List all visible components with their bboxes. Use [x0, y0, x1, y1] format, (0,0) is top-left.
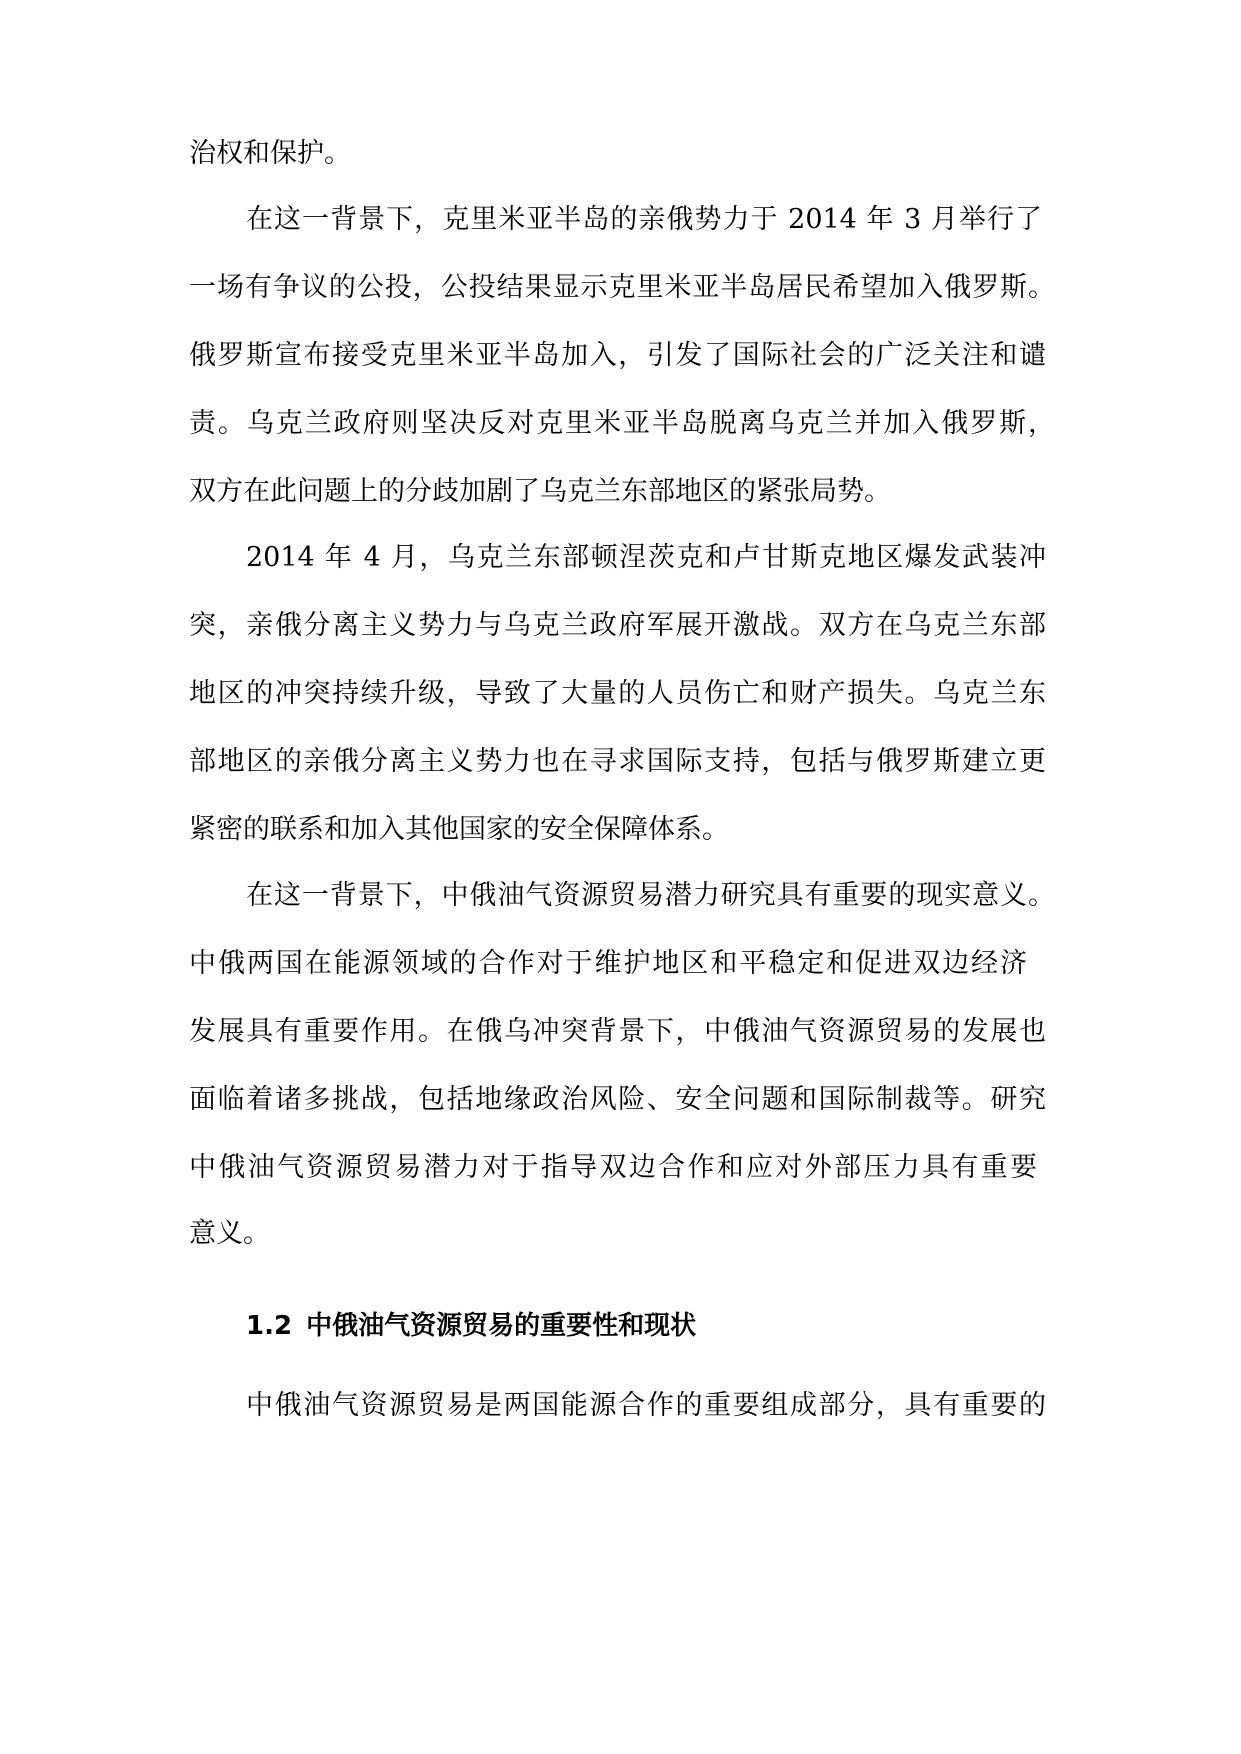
paragraph-line: 中俄油气资源贸易潜力对于指导双边合作和应对外部压力具有重要: [189, 1152, 1037, 1183]
paragraph-line: 中俄油气资源贸易是两国能源合作的重要组成部分，具有重要的: [246, 1390, 1046, 1421]
paragraph-line: 俄罗斯宣布接受克里米亚半岛加入，引发了国际社会的广泛关注和谴: [189, 340, 1046, 371]
paragraph-line: 在这一背景下，克里米亚半岛的亲俄势力于 2014 年 3 月举行了: [246, 204, 1042, 235]
paragraph-line: 紧密的联系和加入其他国家的安全保障体系。: [189, 814, 729, 845]
section-number: 1.2: [246, 1311, 293, 1341]
section-title: 中俄油气资源贸易的重要性和现状: [306, 1311, 697, 1341]
paragraph-line: 中俄两国在能源领域的合作对于维护地区和平稳定和促进双边经济: [189, 948, 1027, 979]
paragraph-line: 一场有争议的公投，公投结果显示克里米亚半岛居民希望加入俄罗斯。: [189, 272, 1055, 303]
paragraph-line: 部地区的亲俄分离主义势力也在寻求国际支持，包括与俄罗斯建立更: [189, 746, 1046, 777]
paragraph-line: 治权和保护。: [189, 138, 351, 169]
paragraph-line: 面临着诸多挑战，包括地缘政治风险、安全问题和国际制裁等。研究: [189, 1084, 1046, 1115]
paragraph-line: 双方在此问题上的分歧加剧了乌克兰东部地区的紧张局势。: [189, 476, 891, 507]
paragraph-line: 在这一背景下，中俄油气资源贸易潜力研究具有重要的现实意义。: [246, 880, 1055, 911]
paragraph-line: 2014 年 4 月，乌克兰东部顿涅茨克和卢甘斯克地区爆发武装冲: [246, 542, 1046, 573]
section-heading: [246, 1306, 696, 1346]
paragraph-line: 发展具有重要作用。在俄乌冲突背景下，中俄油气资源贸易的发展也: [189, 1016, 1046, 1047]
paragraph-line: 意义。: [189, 1218, 270, 1249]
paragraph-line: 突，亲俄分离主义势力与乌克兰政府军展开激战。双方在乌克兰东部: [189, 610, 1046, 641]
paragraph-line: 责。乌克兰政府则坚决反对克里米亚半岛脱离乌克兰并加入俄罗斯，: [189, 408, 1055, 439]
paragraph-line: 地区的冲突持续升级，导致了大量的人员伤亡和财产损失。乌克兰东: [189, 678, 1046, 709]
